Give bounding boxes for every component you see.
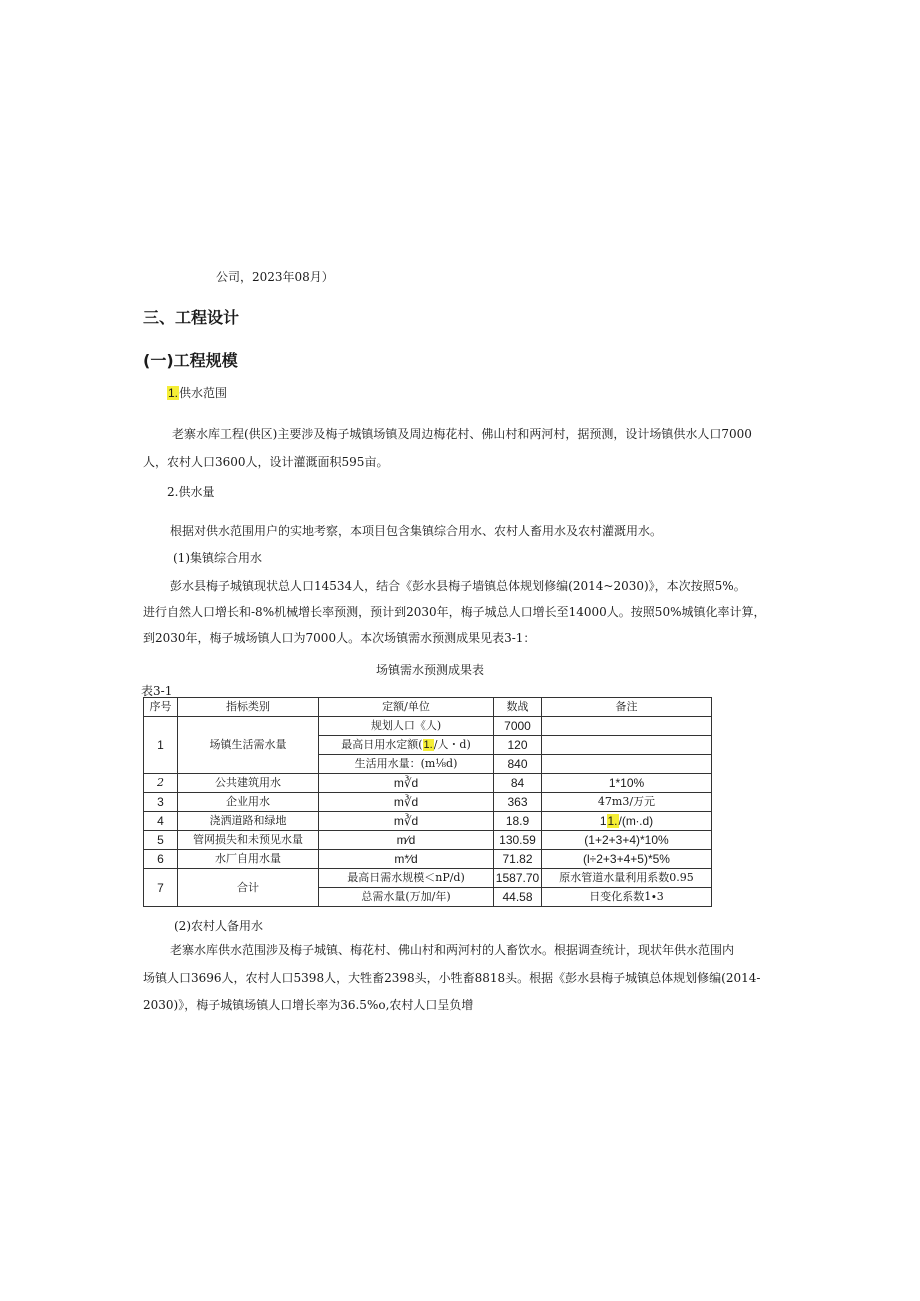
- unit-highlight: 1.: [423, 739, 433, 751]
- sub1-heading: (1)集镇综合用水: [173, 551, 262, 565]
- cell-seq: 3: [144, 793, 178, 812]
- cell-seq: 7: [144, 869, 178, 907]
- note-text-pre: 1: [599, 814, 607, 828]
- cell-unit: m*∕d: [319, 850, 494, 869]
- para3-line3: 到2030年，梅子城场镇人口为7000人。本次场镇需水预测成果见表3-1：: [143, 631, 536, 645]
- cell-note: (l÷2+3+4+5)*5%: [542, 850, 712, 869]
- para1-line2: 人，农村人口3600人，设计灌溉面积595亩。: [143, 455, 389, 469]
- cell-category: 管网损失和未预见水量: [178, 831, 319, 850]
- note-text-post: /(m∙.d): [618, 814, 654, 828]
- cell-qty: 840: [494, 755, 542, 774]
- table-caption: 场镇需水预测成果表: [376, 663, 485, 677]
- item1-number-highlight: 1.: [168, 386, 179, 400]
- cell-note: (1+2+3+4)*10%: [542, 831, 712, 850]
- cell-unit: 规划人口《人): [319, 717, 494, 736]
- table-header-row: [144, 698, 712, 717]
- para4-line3: 2030)》，梅子城镇场镇人口增长率为36.5%o,农村人口呈负增: [143, 998, 474, 1012]
- cell-seq: 5: [144, 831, 178, 850]
- cell-note: 原水管道水量利用系数0.95: [542, 869, 712, 888]
- cell-note: 47m3∕万元: [542, 793, 712, 812]
- cell-note: 日变化系数1∙3: [542, 888, 712, 907]
- para3-line1: 彭水县梅子城镇现状总人口14534人，结合《彭水县梅子墙镇总体规划修编(2014~2030)》，本次按照5%。: [170, 579, 746, 593]
- table-row: [144, 812, 712, 831]
- top-fragment: 公司，2023年08月）: [216, 270, 334, 284]
- cell-category: 水厂自用水量: [178, 850, 319, 869]
- cell-note: [542, 812, 712, 831]
- para4-line1: 老寨水库供水范围涉及梅子城镇、梅花村、佛山村和两河村的人畜饮水。根据调查统计，现状年供水范围内: [170, 943, 735, 957]
- cell-note: [542, 736, 712, 755]
- subsection-heading: (一)工程规模: [143, 351, 238, 370]
- cell-qty: 44.58: [494, 888, 542, 907]
- table-row: [144, 793, 712, 812]
- cell-unit: m∛d: [319, 774, 494, 793]
- table-row: [144, 774, 712, 793]
- unit-text-pre: 最高日用水定额(: [341, 738, 423, 751]
- item1-heading: [167, 386, 227, 400]
- table-row: [144, 869, 712, 888]
- header-unit: 定额/单位: [319, 698, 494, 717]
- table-row: [144, 831, 712, 850]
- cell-unit: 生活用水量：(m⅛d): [319, 755, 494, 774]
- para3-line2: 进行自然人口增长和-8%机械增长率预测，预计到2030年，梅子城总人口增长至14000人。按照50%城镇化率计算，: [143, 605, 766, 619]
- cell-unit: 最高日需水规模＜nP∕d): [319, 869, 494, 888]
- cell-seq: 1: [144, 717, 178, 774]
- note-highlight: 1.: [607, 814, 618, 828]
- cell-unit: [319, 736, 494, 755]
- cell-category: 公共建筑用水: [178, 774, 319, 793]
- cell-qty: 130.59: [494, 831, 542, 850]
- header-qty: 数战: [494, 698, 542, 717]
- unit-text-post: /人・d): [433, 738, 471, 751]
- header-seq: 序号: [144, 698, 178, 717]
- cell-category: 浇洒道路和绿地: [178, 812, 319, 831]
- cell-note: [542, 755, 712, 774]
- para2: 根据对供水范围用户的实地考察，本项目包含集镇综合用水、农村人畜用水及农村灌溉用水。: [170, 524, 663, 538]
- table-row: [144, 850, 712, 869]
- item1-title: 供水范围: [179, 386, 228, 400]
- cell-unit: m∕d: [319, 831, 494, 850]
- table-row: [144, 717, 712, 736]
- cell-category: 合计: [178, 869, 319, 907]
- cell-qty: 7000: [494, 717, 542, 736]
- demand-forecast-table: [143, 697, 712, 907]
- sub2-heading: (2)农村人备用水: [174, 919, 263, 933]
- cell-qty: 120: [494, 736, 542, 755]
- cell-qty: 18.9: [494, 812, 542, 831]
- section-heading: 三、工程设计: [143, 308, 240, 327]
- cell-qty: 363: [494, 793, 542, 812]
- cell-seq: 2: [144, 774, 178, 793]
- cell-qty: 71.82: [494, 850, 542, 869]
- para1-line1: 老寨水库工程(供区)主要涉及梅子城镇场镇及周边梅花村、佛山村和两河村，据预测，设计场镇供水人口7000: [172, 427, 752, 441]
- cell-unit: m∛d: [319, 793, 494, 812]
- para4-line2: 场镇人口3696人，农村人口5398人，大牲畜2398头，小牲畜8818头。根据《彭水县梅子城镇总体规划修编(2014-: [143, 971, 761, 985]
- cell-unit: m∛d: [319, 812, 494, 831]
- cell-seq: 4: [144, 812, 178, 831]
- cell-note: 1*10%: [542, 774, 712, 793]
- header-note: 备注: [542, 698, 712, 717]
- cell-seq: 6: [144, 850, 178, 869]
- cell-category: 场镇生活需水量: [178, 717, 319, 774]
- table-label: 表3-1: [141, 684, 173, 698]
- cell-category: 企业用水: [178, 793, 319, 812]
- cell-unit: 总需水量(万加/年): [319, 888, 494, 907]
- cell-note: [542, 717, 712, 736]
- cell-qty: 84: [494, 774, 542, 793]
- header-category: 指标类别: [178, 698, 319, 717]
- item2-heading: 2.供水量: [167, 485, 215, 499]
- cell-qty: 1587.70: [494, 869, 542, 888]
